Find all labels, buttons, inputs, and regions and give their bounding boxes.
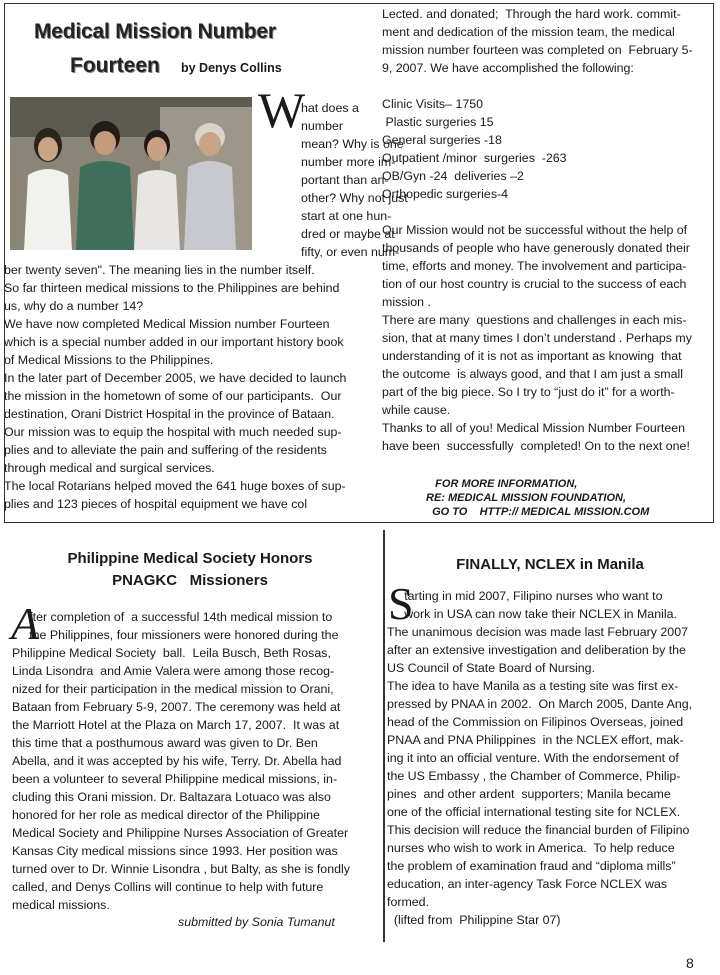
article-body: ber twenty seven". The meaning lies in the number itself. So far thirteen medical missions to the Philippines are behind us, why do a number 14? We have now completed Medical Mission number Fourteen which is a special number added in our important history book of Medical Missions to the Philippines. In the later part of December 2005, we have decided to launch the mission in the hometown of some of our participants. Our destination, Orani District Hospital in the province of Bataan. Our mission was to equip the hospital with much needed sup- plies and to alleviate the pain and suffering of the residents through medical and surgical services. The local Rotarians helped moved the 641 huge boxes of sup- plies and 123 pieces of hospital equipment we have col [4,263,347,511]
drop-cap: S [388,578,414,629]
honors-article-body: fter completion of a successful 14th medical mission to the Philippines, four missioners were honored during the Philippine Medical Society ball. Leila Busch, Beth Rosas, Linda Lisondra and Amie Valera were among those recog- nized for their participation in the medical mission to Orani, Bataan from February 5-9, 2007. The ceremony was held at the Marriott Hotel at the Plaza on March 17, 2007. It was at this time that a posthumous award was given to Dr. Ben Abella, and it was accepted by his wife, Terry. Dr. Abella had been a volunteer to several Philippine medical missions, in- cluding this Orani mission. Dr. Baltazara Lotuaco was also honored for her role as medical director of the Philippine Medical Society and Philippine Nurses Association of Greater Kansas City medical missions since 1993. Her position was turned over to Dr. Winnie Lisondra , but Balty, as she is fondly called, and Denys Collins will continue to help with future medical missions. [12,610,350,912]
drop-cap: W [258,82,306,138]
more-info-notice: FOR MORE INFORMATION, RE: MEDICAL MISSION FOUNDATION, GO TO HTTP:// MEDICAL MISSION.COM [426,478,650,518]
submitted-by: submitted by Sonia Tumanut [178,915,335,929]
article-title: Medical Mission Number [34,20,276,43]
honors-article-title: Philippine Medical Society Honors PNAGKC Missioners [67,550,313,589]
page-number: 8 [686,955,694,971]
article-right-column: Lected. and donated; Through the hard work. commit- ment and dedication of the mission team, the medical mission number fourteen was completed on February 5- 9, 2007. We have accomplished the following: Clinic Visits– 1750 Plastic surgeries 15 General surgeries -18 Outpatient /minor surgeries -263 OB/Gyn -24 deliveries –2 Orthopedic surgeries-4 Our Mission would not be successful without the help of thousands of people who have generously donated their time, efforts and money. The involvement and participa- tion of our host country is crucial to the success of each mission . There are many questions and challenges in each mis- sion, that at many times I don’t understand . Perhaps my understanding of it is not as important as knowing that the outcome is always good, and that I am just a small part of the big piece. So I try to “just do it” for a worth- while cause. Thanks to all of you! Medical Mission Number Fourteen have been successfully completed! On to the next one! [382,7,693,453]
group-photo-illustration [10,97,252,250]
nclex-article-body: tarting in mid 2007, Filipino nurses who want to work in USA can now take their NCLEX in Manila. The unanimous decision was made last February 2007 after an extensive investigation and deliberation by the US Council of State Board of Nursing. The idea to have Manila as a testing site was first ex- pressed by PNAA in 2002. On March 2005, Dante Ang, head of the Commission on Filipinos Overseas, joined PNAA and PNA Philippines in the NCLEX effort, mak- ing it into an official venture. With the endorsement of the US Embassy , the Chamber of Commerce, Philip- pines and other ardent supporters; Manila became one of the official international testing site for NCLEX. This decision will reduce the financial burden of Filipino nurses who wish to work in America. To help reduce the problem of examination fraud and “diploma mills” education, an inter-agency Task Force NCLEX was formed. (lifted from Philippine Star 07) [387,589,693,927]
article-intro: hat does a number mean? Why is one number more im- portant than an- other? Why not just start at one hun- dred or maybe at fifty, or even num- [301,101,408,259]
byline: by Denys Collins [181,61,282,75]
group-photo [10,97,252,250]
article-title-continued: Fourteen [70,54,160,77]
column-divider [383,530,385,942]
nclex-article-title: FINALLY, NCLEX in Manila [456,556,644,573]
drop-cap: A [11,598,40,649]
